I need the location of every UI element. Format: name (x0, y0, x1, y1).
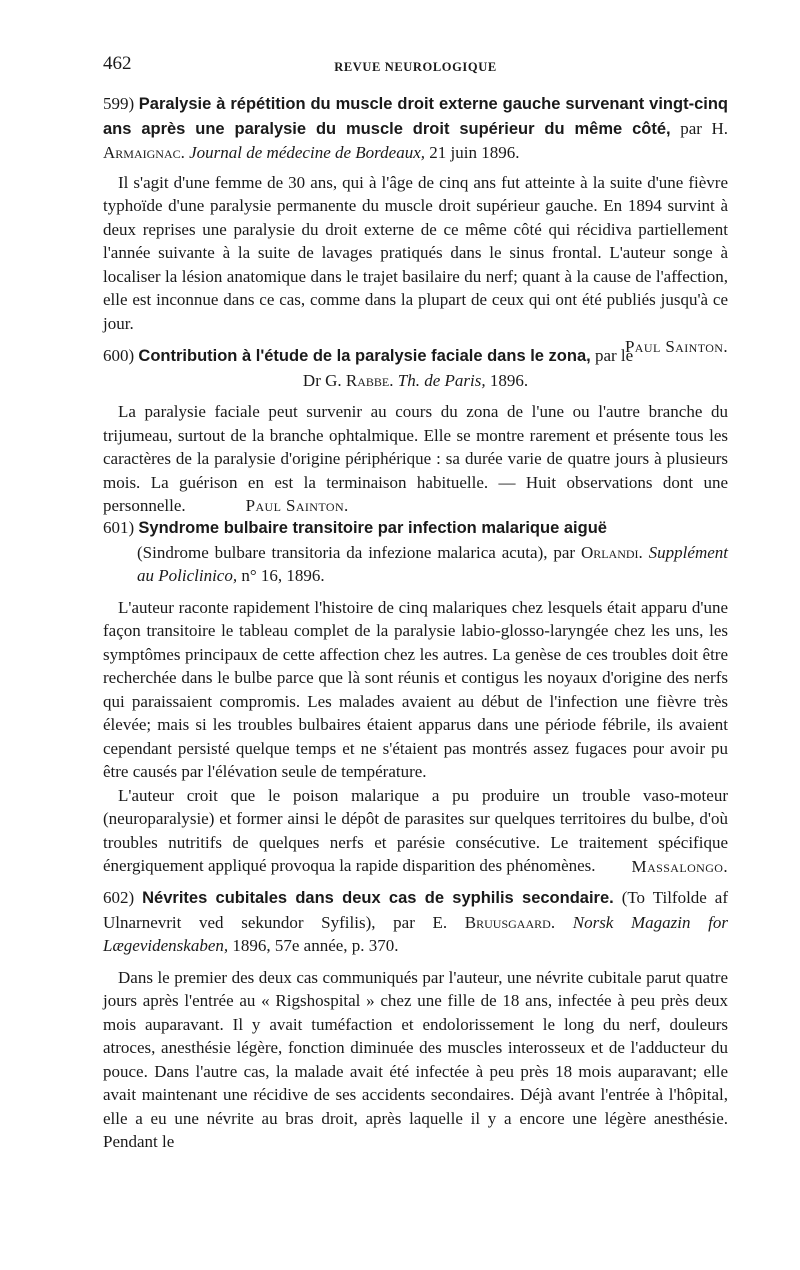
entry-citation (103, 369, 728, 393)
entry-subtitle: (To Tilfolde af Ulnarnevrit ved sekundor Syfilis), par E. (103, 888, 729, 932)
entry-title: Syndrome bulbaire transitoire par infection malarique aiguë (138, 519, 607, 537)
entry-heading (103, 344, 728, 369)
entry-602 (103, 886, 728, 1154)
entry-number: 599) (103, 94, 135, 113)
page-number: 462 (103, 53, 132, 74)
entry-body-text: La paralysie faciale peut survenir au cours du zona de l'une ou l'autre branche du trijumeau, surtout de la branche ophtalmique. Elle se montre rarement et présente tous les caractères de la paralysie d'origine périphérique : sa durée varie de quatre jours à plusieurs mois. La guérison en est la terminaison habituelle. — Huit observations dont une personnelle. (103, 402, 728, 515)
entry-author: Orlandi. (580, 542, 643, 562)
entry-heading (103, 886, 728, 958)
entry-author: H. Armaignac. (103, 118, 729, 162)
entry-source: Supplément au Policlinico, (137, 542, 728, 585)
entry-body-text: L'auteur croit que le poison malarique a pu produire un trouble vaso-moteur (neuroparalysie) et former ainsi le dépôt de parasites sur quelques territoires du bulbe, d'où troubles nutritifs de quelques nerfs et parésie consécutive. Le traitement spécifique énergiquement appliqué provoqua la rapide disparition des phénomènes. (103, 785, 728, 875)
entry-title: Névrites cubitales dans deux cas de syphilis secondaire. (142, 889, 614, 907)
entry-date: 1896, 57e année, p. 370. (232, 936, 399, 955)
entry-signature: Paul Sainton. (245, 496, 349, 515)
entry-signature: Massalongo. (631, 856, 728, 876)
entry-heading (103, 516, 728, 588)
entry-title: Contribution à l'étude de la paralysie faciale dans le zona, (138, 347, 591, 365)
page-header (103, 52, 728, 78)
entry-author: Rabbe. (345, 370, 394, 390)
running-title: REVUE NEUROLOGIQUE (334, 60, 497, 74)
entry-author-prefix: Dr G. (302, 370, 342, 390)
entry-source: Th. de Paris, (397, 370, 486, 390)
entry-599 (103, 92, 728, 359)
entry-601 (103, 516, 728, 878)
entry-title: Paralysie à répétition du muscle droit externe gauche survenant vingt-cinq ans après une paralysie du muscle droit supérieur du même côté, (103, 95, 728, 138)
entry-600 (103, 344, 728, 518)
entry-date: 1896. (489, 370, 529, 390)
entry-number: 601) (103, 518, 135, 537)
entry-number: 602) (103, 888, 135, 907)
entry-subtitle-line (103, 541, 728, 588)
entry-date: n° 16, 1896. (241, 566, 325, 585)
entry-author: Bruusgaard. (464, 912, 556, 932)
entry-source: Journal de médecine de Bordeaux, (189, 143, 425, 162)
entry-by: par le (594, 346, 634, 365)
entry-heading (103, 92, 728, 165)
entry-body: L'auteur raconte rapidement l'histoire de cinq malariques chez lesquels était apparu d'une façon transitoire le tableau complet de la paralysie labio-glosso-laryngée chez les uns, les symptômes principaux de cette affection chez les autres. La genèse de ces troubles doit être recherchée dans le bulbe parce que là sont réunis et contigus les noyaux d'origine des nerfs qui paraissaient compromis. Les malades avaient au début de l'infection une fièvre très élevée; mais si les troubles bulbaires étaient apparus dans une période fébrile, ils avaient cependant persisté quelque temps et ne s'étaient pas montrés assez fugaces pour avoir pu être causés par l'élévation seule de température. (103, 597, 728, 781)
entry-body: Dans le premier des deux cas communiqués par l'auteur, une névrite cubitale parut quatre jours après l'entrée au « Rigshospital » chez une fille de 18 ans, infectée à peu près deux mois auparavant. Il y avait tuméfaction et endolorissement le long du nerf, douleurs atroces, anesthésie légère, fonction diminuée des muscles interosseux et de l'adducteur du pouce. Dans l'autre cas, la malade avait été infectée à peu près 18 mois auparavant; elle avait maintenant une récidive de ses accidents secondaires. Déjà avant l'entrée à l'hôpital, elle a eu une névrite au bras droit, après laquelle il y a encore une légère anesthésie. Pendant le (103, 967, 728, 1151)
entry-subtitle: (Sindrome bulbare transitoria da infezione malarica acuta), par (137, 542, 576, 562)
entry-signature: Paul Sainton. (624, 337, 728, 356)
entry-by: par (680, 118, 702, 138)
entry-body (103, 400, 728, 518)
entry-number: 600) (103, 346, 135, 365)
entry-source: Norsk Magazin for Lægevidenskaben, (103, 912, 728, 955)
entry-date: 21 juin 1896. (429, 143, 520, 162)
entry-body: Il s'agit d'une femme de 30 ans, qui à l'âge de cinq ans fut atteinte à la suite d'une fièvre typhoïde d'une paralysie permanente du muscle droit supérieur gauche. En 1894 survint à deux reprises une paralysie du droit externe de ce même côté qui récidiva partiellement l'année suivante à la suite de lavages pratiqués dans le sinus frontal. L'auteur songe à localiser la lésion anatomique dans le trajet basilaire du nerf; quant à la cause de l'affection, elle est inconnue dans ce cas, comme dans la plupart de ceux qui ont été publiés jusqu'à ce jour. (103, 172, 728, 333)
